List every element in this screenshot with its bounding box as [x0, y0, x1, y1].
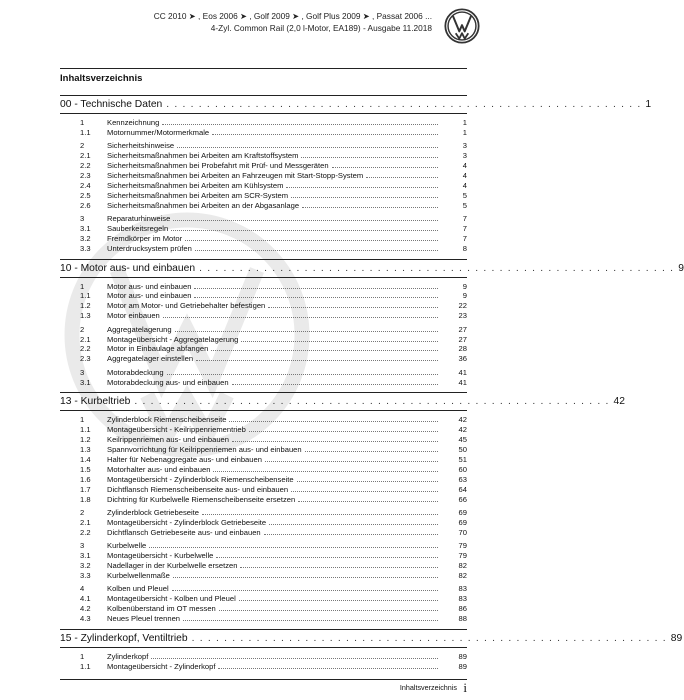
toc-entry-number: 3.1: [80, 377, 91, 387]
toc-entry-title: Dichtflansch Getriebeseite aus- und einbauen: [107, 527, 261, 537]
toc-entry-title: Motor einbauen: [107, 311, 160, 321]
toc-leader: [212, 127, 438, 135]
toc-entry-number: 3.2: [80, 233, 91, 243]
toc-leader: [196, 353, 438, 361]
toc-entry-title: Motornummer/Motormerkmale: [107, 127, 210, 137]
toc-section-title: 00 - Technische Daten: [60, 99, 163, 110]
toc-entry[interactable]: [60, 527, 467, 537]
toc-entry-page: 27: [458, 324, 467, 334]
toc-entry-page: 1: [462, 118, 467, 127]
toc-entry-page: 42: [458, 425, 467, 435]
toc-entry-page: 89: [458, 661, 467, 671]
toc-entry-number: 1.3: [80, 311, 91, 321]
toc-entry[interactable]: [60, 300, 467, 310]
header-rule: [60, 68, 467, 69]
toc-entry-page: 88: [458, 613, 467, 623]
toc-entry-number: 2.1: [80, 151, 91, 161]
toc-leader: [219, 603, 438, 611]
page-title: Inhaltsverzeichnis: [60, 73, 143, 84]
toc-entry-title: Sicherheitsmaßnahmen bei Probefahrt mit Prüf- und Messgeräten: [107, 161, 329, 171]
toc-entry[interactable]: [60, 127, 467, 137]
toc-entry-number: 1.5: [80, 464, 91, 474]
toc-entry-number: 4.2: [80, 604, 91, 614]
toc-entry-title: Montageübersicht - Keilrippenriementrieb: [107, 425, 246, 435]
toc-leader: [366, 170, 438, 178]
toc-leader: [183, 613, 438, 621]
toc-entry-page: 66: [458, 494, 467, 504]
toc-entry[interactable]: [60, 593, 467, 603]
toc-entry-title: Montageübersicht - Kolben und Pleuel: [107, 594, 236, 604]
toc-leader: [302, 200, 438, 208]
toc-entry-number: 2.2: [80, 161, 91, 171]
toc-entry-page: 4: [462, 170, 467, 180]
toc-entry-number: 3.3: [80, 243, 91, 253]
toc-leader: [218, 661, 438, 669]
toc-entry-number: 2.1: [80, 334, 91, 344]
toc-leader: [194, 281, 438, 289]
toc-leader: [194, 290, 438, 298]
toc-leader: . . . . . . . . . . . . . . . . . . . . . . . . . . . . . . . . . . . . . . . . . . . . . . . . . . . . . . . . . . .: [166, 99, 642, 110]
toc-entry-page: 7: [462, 214, 467, 224]
toc-entry[interactable]: [60, 603, 467, 613]
toc-entry-page: 69: [458, 517, 467, 527]
toc-entry-title: Zylinderblock Riemenscheibenseite: [107, 415, 227, 425]
toc-leader: . . . . . . . . . . . . . . . . . . . . . . . . . . . . . . . . . . . . . . . . . . . . . . . . . . . . . . . . . . .: [134, 396, 610, 408]
toc-chapter[interactable]: [60, 281, 467, 291]
toc-entry-page: 9: [462, 281, 467, 291]
toc-leader: [173, 570, 438, 578]
toc-entry-page: 4: [462, 180, 467, 190]
toc-entry[interactable]: [60, 570, 467, 580]
toc-entry[interactable]: [60, 454, 467, 464]
toc-entry[interactable]: [60, 517, 467, 527]
toc-leader: [185, 233, 438, 241]
toc-section-title: 15 - Zylinderkopf, Ventiltrieb: [60, 632, 188, 644]
toc-entry-title: Aggregatelager einstellen: [107, 354, 194, 364]
toc-leader: [211, 343, 438, 351]
toc-entry-page: 9: [462, 291, 467, 301]
toc-chapter[interactable]: [60, 140, 467, 150]
toc-leader: [298, 494, 438, 502]
toc-entry-number: 2.1: [80, 517, 91, 527]
toc-entry-title: Unterdrucksystem prüfen: [107, 243, 192, 253]
toc-entry-page: 7: [462, 233, 467, 243]
toc-leader: [291, 484, 438, 492]
toc-leader: . . . . . . . . . . . . . . . . . . . . . . . . . . . . . . . . . . . . . . . . . . . . . . . . . . . . . . . . . . .: [199, 262, 675, 274]
toc-entry[interactable]: [60, 343, 467, 353]
toc-entry[interactable]: [60, 310, 467, 320]
toc-entry-number: 1.3: [80, 445, 91, 455]
toc-entry-number: 3.1: [80, 551, 91, 561]
toc-entry-number: 3: [80, 214, 85, 224]
toc-entry-page: 83: [458, 594, 467, 604]
toc-entry[interactable]: [60, 150, 467, 160]
toc-entry-number: 2.5: [80, 190, 91, 200]
toc-leader: [216, 550, 438, 558]
toc-entry-page: 64: [458, 484, 467, 494]
toc-leader: [264, 527, 438, 535]
vw-logo-icon: [444, 8, 480, 44]
toc-entry-number: 3.1: [80, 223, 91, 233]
toc-entry-page: 83: [458, 584, 467, 594]
toc-leader: [229, 414, 438, 422]
document-header: [60, 10, 432, 34]
toc-leader: [175, 324, 438, 332]
toc-entry-title: Kolbenüberstand im OT messen: [107, 604, 216, 614]
toc-entry[interactable]: [60, 424, 467, 434]
toc-entry-number: 1.7: [80, 484, 91, 494]
toc-entry-number: 1.6: [80, 474, 91, 484]
toc-entry-page: 1: [462, 127, 467, 137]
toc-leader: [162, 117, 438, 125]
toc-entry-number: 1.1: [80, 425, 91, 435]
toc-entry-page: 86: [458, 604, 467, 614]
toc-section-page: 42: [613, 396, 625, 408]
toc-section[interactable]: [60, 259, 684, 278]
toc-entry-title: Montageübersicht - Aggregatelagerung: [107, 334, 239, 344]
toc-entry-page: 5: [462, 190, 467, 200]
header-models: CC 2010 ➤ , Eos 2006 ➤ , Golf 2009 ➤ , Golf Plus 2009 ➤ , Passat 2006 ...: [153, 11, 432, 21]
toc-leader: [171, 223, 438, 231]
toc-section-title: 13 - Kurbeltrieb: [60, 396, 131, 408]
toc-entry-title: Motor in Einbaulage abfangen: [107, 344, 209, 354]
toc-entry-number: 2.2: [80, 527, 91, 537]
toc-entry-number: 2.6: [80, 200, 91, 210]
toc-entry-page: 22: [458, 301, 467, 311]
toc-leader: [163, 310, 438, 318]
toc-section[interactable]: [60, 629, 683, 648]
toc-entry[interactable]: [60, 377, 467, 387]
toc-leader: [172, 583, 438, 591]
toc-leader: [202, 507, 438, 515]
toc-entry-page: 60: [458, 464, 467, 474]
toc-leader: [269, 517, 438, 525]
toc-chapter[interactable]: [60, 651, 467, 661]
toc-entry-page: 45: [458, 435, 467, 445]
toc-entry-title: Sicherheitsmaßnahmen bei Arbeiten an der Abgasanlage: [107, 200, 300, 210]
toc-chapter[interactable]: [60, 117, 467, 127]
toc-entry[interactable]: [60, 550, 467, 560]
footer-page-number: i: [463, 680, 467, 695]
toc-leader: [173, 213, 438, 221]
toc-entry-page: 23: [458, 311, 467, 321]
toc-entry-page: 28: [458, 344, 467, 354]
toc-entry-number: 1: [80, 281, 85, 291]
toc-entry-number: 2: [80, 141, 85, 151]
toc-leader: [297, 474, 438, 482]
toc-entry-title: Kurbelwellenmaße: [107, 570, 170, 580]
toc-entry-page: 7: [462, 223, 467, 233]
toc-entry-page: 82: [458, 560, 467, 570]
toc-entry-title: Motorhalter aus- und einbauen: [107, 464, 211, 474]
toc-entry-title: Montageübersicht - Zylinderblock Getriebeseite: [107, 517, 267, 527]
toc-entry-number: 4.1: [80, 594, 91, 604]
toc-entry-number: 4.3: [80, 613, 91, 623]
toc-entry-page: 69: [458, 508, 467, 517]
toc-leader: [249, 424, 438, 432]
toc-entry-number: 1.2: [80, 301, 91, 311]
toc-entry[interactable]: [60, 160, 467, 170]
table-of-contents: [60, 95, 684, 671]
toc-entry[interactable]: [60, 223, 467, 233]
toc-leader: [177, 140, 438, 148]
toc-section-title: 10 - Motor aus- und einbauen: [60, 262, 196, 274]
toc-entry[interactable]: [60, 190, 467, 200]
toc-entry-title: Motor aus- und einbauen: [107, 281, 192, 291]
toc-entry[interactable]: [60, 444, 467, 454]
toc-entry-title: Neues Pleuel trennen: [107, 613, 181, 623]
toc-leader: [232, 377, 438, 385]
toc-entry-title: Motor aus- und einbauen: [107, 291, 192, 301]
toc-entry-page: 36: [458, 354, 467, 364]
toc-entry-number: 3: [80, 541, 85, 551]
toc-entry-number: 1: [80, 415, 85, 425]
toc-entry-page: 8: [462, 243, 467, 253]
toc-entry-number: 2.3: [80, 354, 91, 364]
toc-entry[interactable]: [60, 353, 467, 363]
toc-leader: [332, 160, 438, 168]
toc-entry-title: Kennzeichnung: [107, 118, 160, 127]
toc-section[interactable]: [60, 95, 652, 114]
toc-entry-number: 3.2: [80, 560, 91, 570]
toc-section[interactable]: [60, 392, 625, 411]
toc-entry-number: 2: [80, 508, 85, 517]
toc-section-page: 89: [670, 632, 683, 644]
toc-entry-page: 51: [458, 455, 467, 465]
toc-entry[interactable]: [60, 613, 467, 623]
toc-entry[interactable]: [60, 180, 467, 190]
toc-entry-title: Dichtflansch Riemenscheibenseite aus- und einbauen: [107, 484, 289, 494]
toc-entry-number: 1.1: [80, 661, 91, 671]
toc-entry-title: Motorabdeckung aus- und einbauen: [107, 377, 229, 387]
toc-entry-title: Dichtring für Kurbelwelle Riemenscheibenseite ersetzen: [107, 494, 296, 504]
toc-entry-title: Reparaturhinweise: [107, 214, 171, 224]
toc-leader: . . . . . . . . . . . . . . . . . . . . . . . . . . . . . . . . . . . . . . . . . . . . . . . . . . . . . . . . . . .: [191, 632, 667, 644]
toc-section-page: 9: [678, 262, 684, 274]
toc-entry-page: 41: [458, 367, 467, 377]
toc-entry-title: Fremdkörper im Motor: [107, 233, 183, 243]
toc-entry-page: 79: [458, 551, 467, 561]
toc-entry-page: 42: [458, 415, 467, 425]
toc-leader: [301, 150, 438, 158]
toc-entry-page: 4: [462, 161, 467, 171]
toc-entry-page: 70: [458, 527, 467, 537]
toc-entry-page: 3: [462, 151, 467, 161]
toc-entry[interactable]: [60, 334, 467, 344]
toc-leader: [291, 190, 438, 198]
toc-entry-page: 79: [458, 541, 467, 551]
footer-rule: [60, 679, 467, 680]
toc-entry[interactable]: [60, 243, 467, 253]
toc-entry-title: Motorabdeckung: [107, 367, 164, 377]
toc-entry-title: Kurbelwelle: [107, 541, 147, 551]
toc-entry-number: 1: [80, 118, 85, 127]
toc-entry-title: Montageübersicht - Zylinderkopf: [107, 661, 216, 671]
footer-label: Inhaltsverzeichnis: [399, 683, 457, 692]
toc-entry-title: Zylinderkopf: [107, 651, 149, 661]
toc-entry[interactable]: [60, 661, 467, 671]
toc-leader: [240, 560, 438, 568]
toc-entry-number: 3.3: [80, 570, 91, 580]
header-engine: 4-Zyl. Common Rail (2,0 l-Motor, EA189) - Ausgabe 11.2018: [210, 23, 432, 33]
toc-entry[interactable]: [60, 474, 467, 484]
toc-entry-title: Spannvorrichtung für Keilrippenriemen aus- und einbauen: [107, 445, 302, 455]
toc-entry-page: 41: [458, 377, 467, 387]
toc-entry[interactable]: [60, 494, 467, 504]
toc-chapter[interactable]: [60, 213, 467, 223]
toc-entry-page: 82: [458, 570, 467, 580]
toc-entry-number: 4: [80, 584, 85, 594]
toc-entry-title: Nadellager in der Kurbelwelle ersetzen: [107, 560, 238, 570]
toc-entry-title: Keilrippenriemen aus- und einbauen: [107, 435, 230, 445]
toc-leader: [265, 454, 438, 462]
toc-entry-title: Sicherheitsmaßnahmen bei Arbeiten an Fahrzeugen mit Start-Stopp-System: [107, 170, 364, 180]
toc-leader: [241, 334, 438, 342]
toc-entry-number: 1.8: [80, 494, 91, 504]
toc-chapter[interactable]: [60, 507, 467, 517]
toc-entry[interactable]: [60, 464, 467, 474]
toc-entry-page: 3: [462, 141, 467, 151]
toc-section-page: 1: [645, 99, 652, 110]
toc-entry-title: Sauberkeitsregeln: [107, 223, 169, 233]
toc-leader: [239, 593, 438, 601]
toc-chapter[interactable]: [60, 367, 467, 377]
toc-chapter[interactable]: [60, 414, 467, 424]
toc-entry-title: Sicherheitsmaßnahmen bei Arbeiten am Kraftstoffsystem: [107, 151, 299, 161]
toc-entry-number: 1.1: [80, 291, 91, 301]
toc-entry-title: Halter für Nebenaggregate aus- und einbauen: [107, 455, 262, 465]
toc-entry-title: Montageübersicht - Kurbelwelle: [107, 551, 214, 561]
toc-entry-number: 1.4: [80, 455, 91, 465]
toc-leader: [286, 180, 438, 188]
toc-entry-title: Zylinderblock Getriebeseite: [107, 508, 200, 517]
toc-leader: [151, 651, 438, 659]
toc-chapter[interactable]: [60, 583, 467, 593]
toc-entry-title: Sicherheitsmaßnahmen bei Arbeiten am Kühlsystem: [107, 180, 284, 190]
toc-entry[interactable]: [60, 170, 467, 180]
toc-entry-title: Aggregatelagerung: [107, 324, 172, 334]
toc-entry-page: 27: [458, 334, 467, 344]
toc-chapter[interactable]: [60, 324, 467, 334]
toc-leader: [232, 434, 438, 442]
toc-entry-number: 2.4: [80, 180, 91, 190]
toc-entry[interactable]: [60, 484, 467, 494]
toc-entry[interactable]: [60, 560, 467, 570]
toc-leader: [213, 464, 438, 472]
toc-leader: [268, 300, 438, 308]
toc-entry-page: 89: [458, 651, 467, 661]
toc-entry-title: Sicherheitsmaßnahmen bei Arbeiten am SCR-System: [107, 190, 289, 200]
toc-leader: [167, 367, 438, 375]
toc-entry-number: 1: [80, 651, 85, 661]
toc-leader: [195, 243, 438, 251]
toc-entry-title: Motor am Motor- und Getriebehalter befestigen: [107, 301, 266, 311]
toc-entry-number: 1.2: [80, 435, 91, 445]
toc-leader: [305, 444, 438, 452]
toc-entry[interactable]: [60, 434, 467, 444]
toc-entry-number: 3: [80, 367, 85, 377]
toc-entry-page: 63: [458, 474, 467, 484]
toc-entry-number: 2.2: [80, 344, 91, 354]
toc-entry[interactable]: [60, 200, 467, 210]
toc-entry[interactable]: [60, 290, 467, 300]
toc-entry-title: Sicherheitshinweise: [107, 141, 175, 151]
toc-entry-title: Kolben und Pleuel: [107, 584, 169, 594]
toc-leader: [149, 540, 438, 548]
toc-entry-title: Montageübersicht - Zylinderblock Riemenscheibenseite: [107, 474, 294, 484]
toc-entry-number: 2: [80, 324, 85, 334]
toc-entry-page: 5: [462, 200, 467, 210]
toc-entry-number: 1.1: [80, 127, 91, 137]
toc-entry-number: 2.3: [80, 170, 91, 180]
toc-entry-page: 50: [458, 445, 467, 455]
toc-entry[interactable]: [60, 233, 467, 243]
toc-chapter[interactable]: [60, 540, 467, 550]
